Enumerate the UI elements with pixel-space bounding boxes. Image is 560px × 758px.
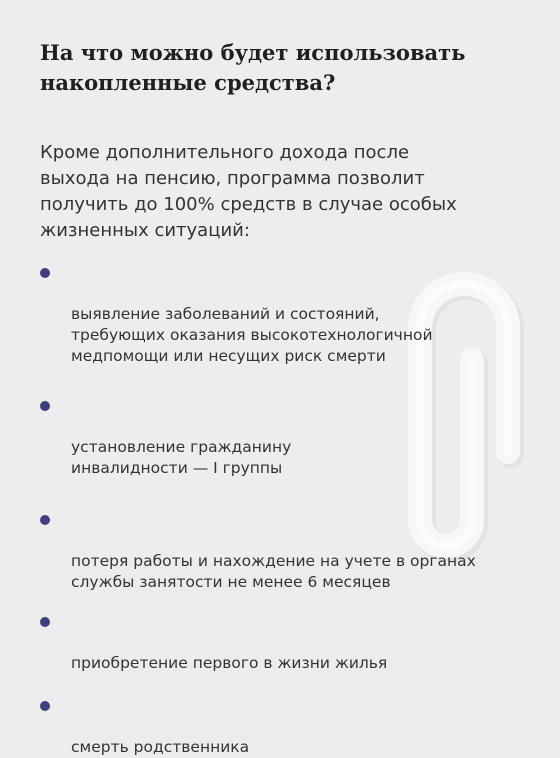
list-item-text: выявление заболеваний и состояний, требующих оказания высокотехнологичной медпомощи или несущих риск смерти bbox=[71, 305, 433, 365]
list-item bbox=[40, 262, 545, 367]
list-item-text: смерть родственника bbox=[71, 738, 250, 756]
list-item bbox=[40, 695, 545, 758]
list-item bbox=[40, 395, 545, 479]
list-item-text: приобретение первого в жизни жилья bbox=[71, 654, 388, 672]
list-item-text: установление гражданину инвалидности — I группы bbox=[71, 438, 292, 477]
list-item bbox=[40, 509, 545, 593]
situations-list bbox=[40, 262, 545, 758]
intro-paragraph: Кроме дополнительного дохода после выхода на пенсию, программа позволит получить до 100% средств в случае особых жизненных ситуаций: bbox=[40, 142, 457, 241]
bullet-dot-icon bbox=[40, 701, 50, 711]
bullet-dot-icon bbox=[40, 617, 50, 627]
list-item-text: потеря работы и нахождение на учете в органах службы занятости не менее 6 месяцев bbox=[71, 552, 476, 591]
bullet-dot-icon bbox=[40, 515, 50, 525]
bullet-dot-icon bbox=[40, 268, 50, 278]
page-title: На что можно будет использовать накопленные средства? bbox=[40, 40, 466, 95]
bullet-dot-icon bbox=[40, 401, 50, 411]
list-item bbox=[40, 611, 545, 674]
